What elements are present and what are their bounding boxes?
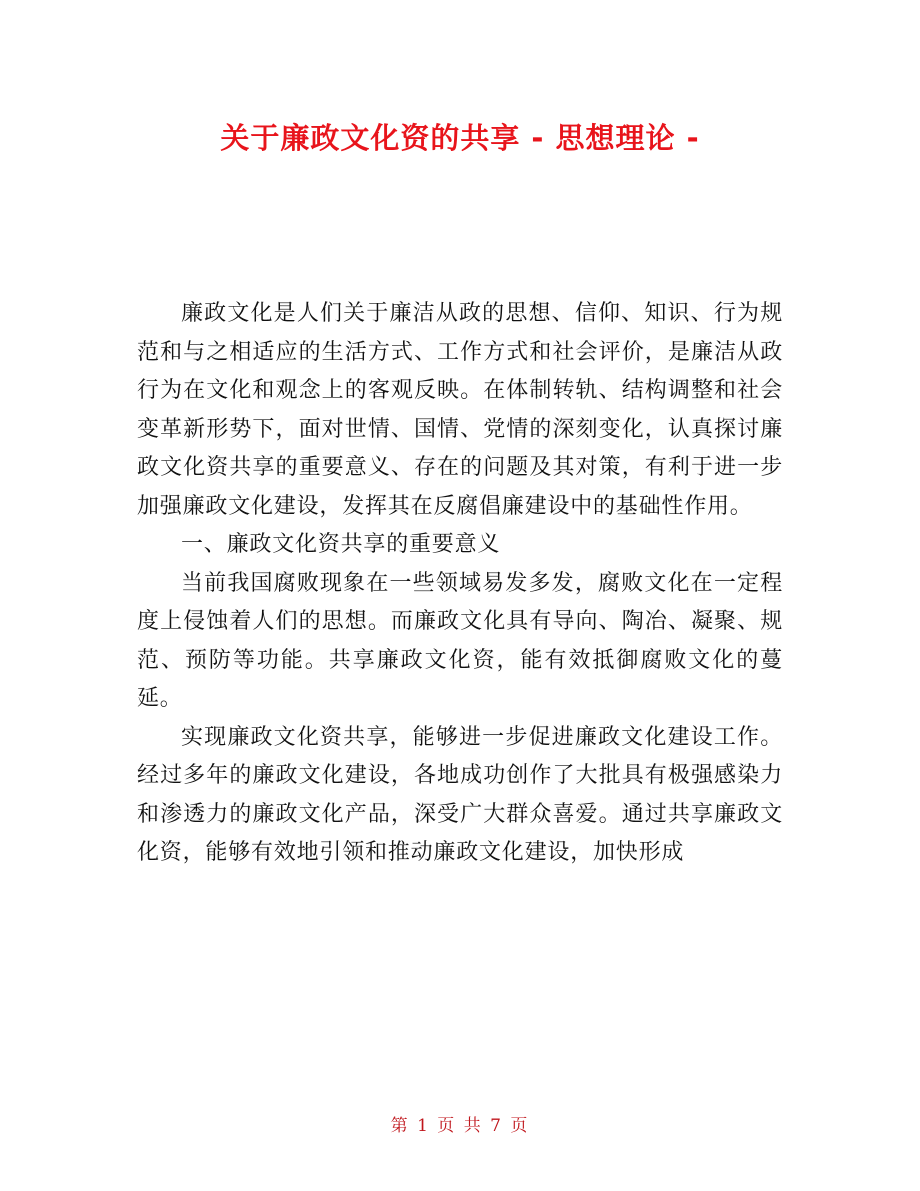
document-body	[137, 295, 783, 873]
paragraph-intro: 廉政文化是人们关于廉洁从政的思想、信仰、知识、行为规范和与之相适应的生活方式、工作方式和社会评价，是廉洁从政行为在文化和观念上的客观反映。在体制转轨、结构调整和社会变革新形势下，面对世情、国情、党情的深刻变化，认真探讨廉政文化资共享的重要意义、存在的问题及其对策，有利于进一步加强廉政文化建设，发挥其在反腐倡廉建设中的基础性作用。	[137, 301, 783, 519]
paragraph-corruption: 当前我国腐败现象在一些领域易发多发，腐败文化在一定程度上侵蚀着人们的思想。而廉政文化具有导向、陶冶、凝聚、规范、预防等功能。共享廉政文化资，能有效抵御腐败文化的蔓延。	[137, 570, 783, 711]
paragraph-sharing: 实现廉政文化资共享，能够进一步促进廉政文化建设工作。经过多年的廉政文化建设，各地成功创作了大批具有极强感染力和渗透力的廉政文化产品，深受广大群众喜爱。通过共享廉政文化资，能够有效地引领和推动廉政文化建设，加快形成	[137, 724, 783, 865]
section-heading: 一、廉政文化资共享的重要意义	[181, 532, 501, 557]
document-title: 关于廉政文化资的共享 - 思想理论 -	[220, 121, 700, 155]
page-number-footer: 第 1 页 共 7 页	[390, 1116, 530, 1136]
